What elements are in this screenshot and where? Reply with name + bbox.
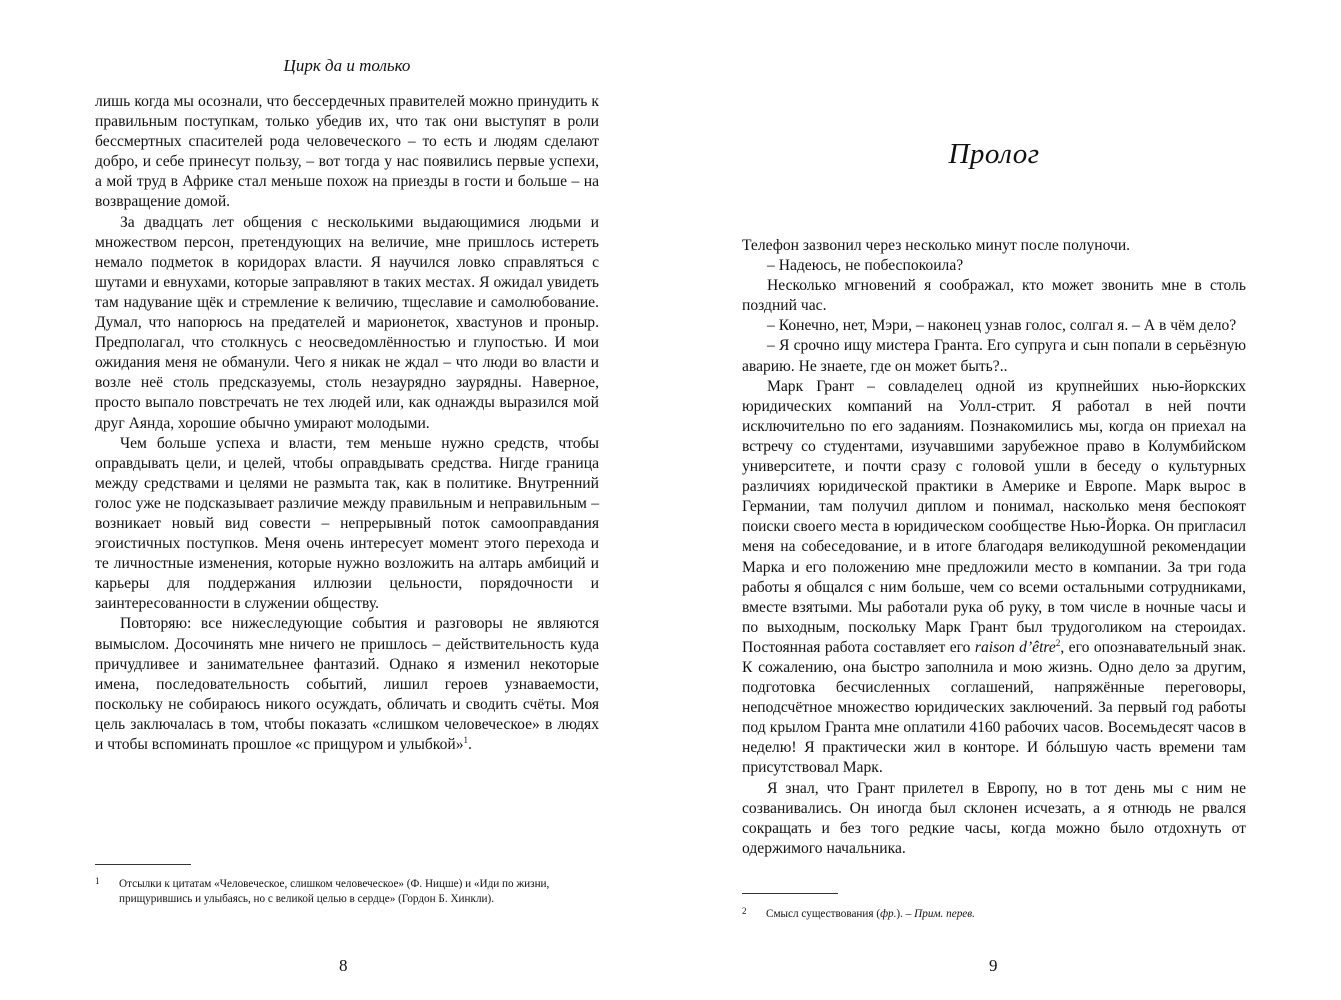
footnote-text-middle: ). –: [896, 908, 915, 920]
foreign-phrase: raison d’être: [974, 638, 1056, 656]
footnote-text: Отсылки к цитатам «Человеческое, слишком человеческое» (Ф. Ницше) и «Иди по жизни, прищурившись и улыбаясь, но с великой целью в сердце» (Гордон Б. Хинкли).: [119, 878, 550, 905]
page-number: 8: [339, 956, 348, 975]
paragraph: – Надеюсь, не побеспокоила?: [767, 257, 964, 275]
footnote-language: фр.: [880, 908, 897, 920]
paragraph: Чем больше успеха и власти, тем меньше нужно средств, чтобы оправдывать цели, и целей, чтобы оправдывать средства. Нигде граница между средствами и целями не размыта так, как в политике. Внутренний голос уже не подсказывает различие между правильным и неправильным – возникает новый вид совести – непрерывный поток самооправдания эгоистичных поступков. Меня очень интересует момент этого перехода и те личностные изменения, которые нужно возложить на алтарь амбиций и карьеры для поддержания иллюзии цельности, порядочности и заинтересованности в служении обществу.: [95, 434, 599, 613]
running-head: Цирк да и только: [283, 56, 411, 75]
right-page: [742, 0, 1246, 1000]
footnote-number: 1: [95, 876, 100, 886]
paragraph-end-period: .: [468, 736, 472, 753]
right-body-text: [742, 236, 1246, 859]
footnote-translator-note: Прим. перев.: [914, 908, 975, 920]
footnote-number: 2: [742, 906, 747, 916]
paragraph-last: [95, 614, 599, 755]
paragraph: За двадцать лет общения с несколькими выдающимися людьми и множеством персон, претендующих на величие, мне пришлось истереть немало подметок в коридорах власти. Я научился ловко справляться с шутами и евнухами, которые заправляют в таких местах. Я ожидал увидеть там надувание щёк и стремление к величию, тщеславие и самолюбование. Думал, что напорюсь на предателей и марионеток, хвастунов и проныр. Предполагал, что столкнусь с неосведомлённостью и глупостью. И мои ожидания меня не обманули. Чего я никак не ждал – что люди во власти и возле неё столь предсказуемы, столь незаурядно заурядны. Наверное, просто выпало повстречать не тех людей или, как однажды выразился мой друг Аянда, хорошие обычно умирают молодыми.: [95, 213, 599, 432]
footnote-marker: 1: [463, 734, 469, 745]
footnote-rule: [95, 864, 191, 865]
paragraph: Несколько мгновений я соображал, кто может звонить мне в столь поздний час.: [742, 277, 1246, 315]
paragraph-text: Повторяю: все нижеследующие события и разговоры не являются вымыслом. Досочинять мне ничего не пришлось – действительность куда причудливее и занимательнее фантазий. Однако я изменил некоторые имена, последовательность событий, лишил героев узнаваемости, поскольку не собираюсь никого осуждать, обличать и сводить счёты. Моя цель заключалась в том, чтобы показать «слишком человеческое» в людях и чтобы вспоминать прошлое «с прищуром и улыбкой»: [95, 615, 599, 753]
footnote: [95, 877, 599, 906]
paragraph: – Конечно, нет, Мэри, – наконец узнав голос, солгал я. – А в чём дело?: [767, 317, 1237, 335]
paragraph: лишь когда мы осознали, что бессердечных правителей можно принудить к правильным поступкам, только убедив их, что так они выступят в роли бессмертных спасителей рода человеческого – то есть и людям сделают добро, и себе принесут пользу, – вот тогда у нас появились первые успехи, а мой труд в Африке стал меньше похож на приезды в гости и больше – на возвращение домой.: [95, 93, 599, 211]
paragraph: Я знал, что Грант прилетел в Европу, но в тот день мы с ним не созванивались. Он иногда был склонен исчезать, а я отнюдь не рвался сокращать и без того редкие часы, когда можно было отдохнуть от одержимого начальника.: [742, 779, 1246, 857]
page-number: 9: [989, 956, 998, 975]
paragraph-text-rest: , его опознавательный знак. К сожалению, она быстро заполнила и мою жизнь. Одно дело за другим, подготовка бесчисленных соглашений, напряжённые переговоры, неподсчётное множество юридических заключений. За первый год работы под крылом Гранта мне оплатили 4160 рабочих часов. Восемьдесят часов в неделю! Я практически жил в конторе. И бóльшую часть времени там присутствовал Марк.: [742, 638, 1246, 777]
footnote-text: [766, 907, 1246, 922]
footnote-rule: [742, 893, 838, 894]
paragraph-text: Марк Грант – совладелец одной из крупнейших нью-йоркских юридических компаний на Уолл-стрит. Я работал в ней почти исключительно по его заданиям. Познакомились мы, когда он приехал на встречу со студентами, изучавшими зарубежное право в Колумбийском университете, и почти сразу с головой ушли в беседу о культурных различиях юридической практики в Америке и Европе. Марк вырос в Германии, там получил диплом и понимал, насколько меня беспокоят поиски своего места в юридическом сообществе Нью-Йорка. Он пригласил меня на собеседование, и в итоге благодаря великодушной рекомендации Марка и его положению мне предложили место в компании. За три года работы я общался с ним больше, чем со всеми остальными сотрудниками, вместе взятыми. Мы работали рука об руку, в том числе в ночные часы и по выходным, поскольку Марк Грант был трудоголиком на стероидах. Постоянная работа составляет его: [742, 377, 1246, 656]
left-page: [95, 0, 599, 1000]
footnote-marker: 2: [1055, 637, 1061, 648]
footnote: [742, 907, 1246, 922]
left-body-text: [95, 92, 599, 755]
footnote-text-start: Смысл существования (: [766, 908, 881, 920]
paragraph-with-footnote: [742, 377, 1246, 779]
paragraph: Телефон зазвонил через несколько минут после полуночи.: [742, 237, 1131, 254]
paragraph: – Я срочно ищу мистера Гранта. Его супруга и сын попали в серьёзную аварию. Не знаете, где он может быть?..: [742, 337, 1246, 375]
chapter-title: Пролог: [948, 138, 1040, 170]
